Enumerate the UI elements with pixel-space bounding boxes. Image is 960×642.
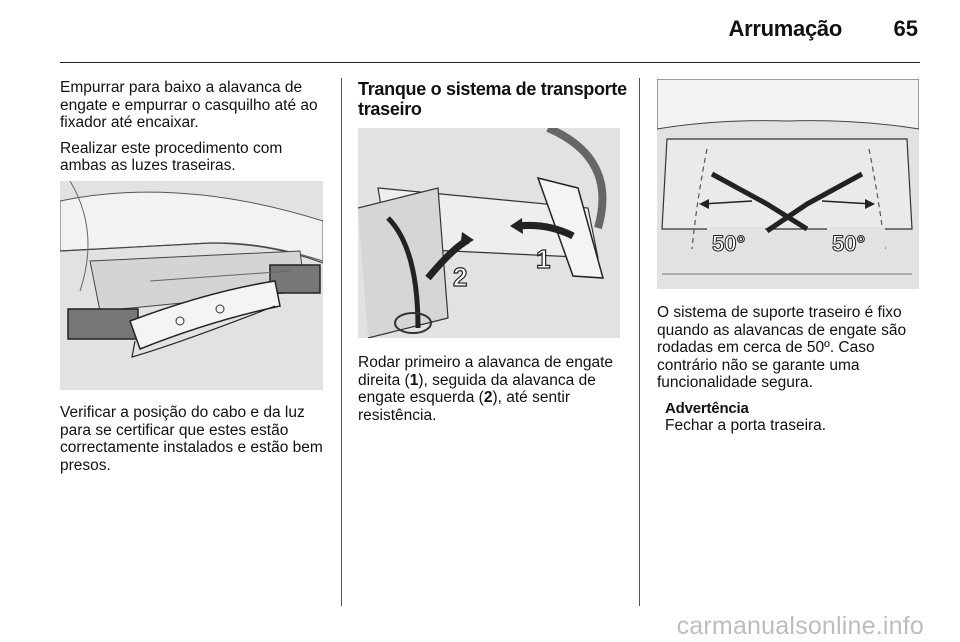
- instruction-paragraph-2: Realizar este procedimento com ambas as luzes traseiras.: [60, 139, 283, 174]
- page-number: 65: [893, 16, 918, 41]
- figure-tail-light-installation: [60, 181, 323, 390]
- page-section-title: Arrumação: [728, 16, 842, 41]
- paragraph-text: Rodar primeiro a alavanca de engate direita (: [358, 354, 614, 389]
- column-1: [60, 79, 330, 183]
- column-2-heading-wrap: [358, 79, 628, 119]
- header-divider: [60, 62, 920, 63]
- column-divider-1: [341, 78, 342, 606]
- column-3-body: [657, 304, 929, 435]
- angle-label-right: 50°: [832, 231, 866, 256]
- reference-1: 1: [409, 371, 419, 389]
- figure-lever-angle: [657, 79, 919, 289]
- instruction-paragraph-5: O sistema de suporte traseiro é fixo quando as alavancas de engate são rodadas em cerca de 50º. Caso contrário não se garante uma funcionalidade segura.: [657, 304, 907, 391]
- instruction-paragraph-4: [358, 354, 628, 424]
- instruction-paragraph-1: Empurrar para baixo a alavanca de engate e empurrar o casquilho até ao fixador até encaixar.: [60, 79, 318, 131]
- figure-label-2: 2: [453, 262, 468, 292]
- column-1-lower: [60, 404, 330, 482]
- figure-label-1: 1: [536, 244, 551, 274]
- paragraph-text: ), até sentir resistência.: [358, 389, 570, 424]
- instruction-paragraph-3: Verificar a posição do cabo e da luz para se certificar que estes estão correctamente instalados e estão bem presos.: [60, 404, 323, 474]
- section-heading: Tranque o sistema de transporte traseiro: [358, 79, 627, 119]
- angle-label-left: 50°: [712, 231, 746, 256]
- warning-title: Advertência: [665, 399, 749, 417]
- paragraph-text: ), seguida da alavanca de engate esquerda (: [358, 371, 596, 406]
- column-divider-2: [639, 78, 640, 606]
- warning-text: Fechar a porta traseira.: [665, 417, 827, 434]
- column-2-body: [358, 354, 628, 432]
- warning-box: [657, 400, 929, 435]
- figure-locking-levers: [358, 128, 620, 338]
- watermark: carmanualsonline.info: [676, 612, 924, 640]
- reference-2: 2: [483, 389, 493, 406]
